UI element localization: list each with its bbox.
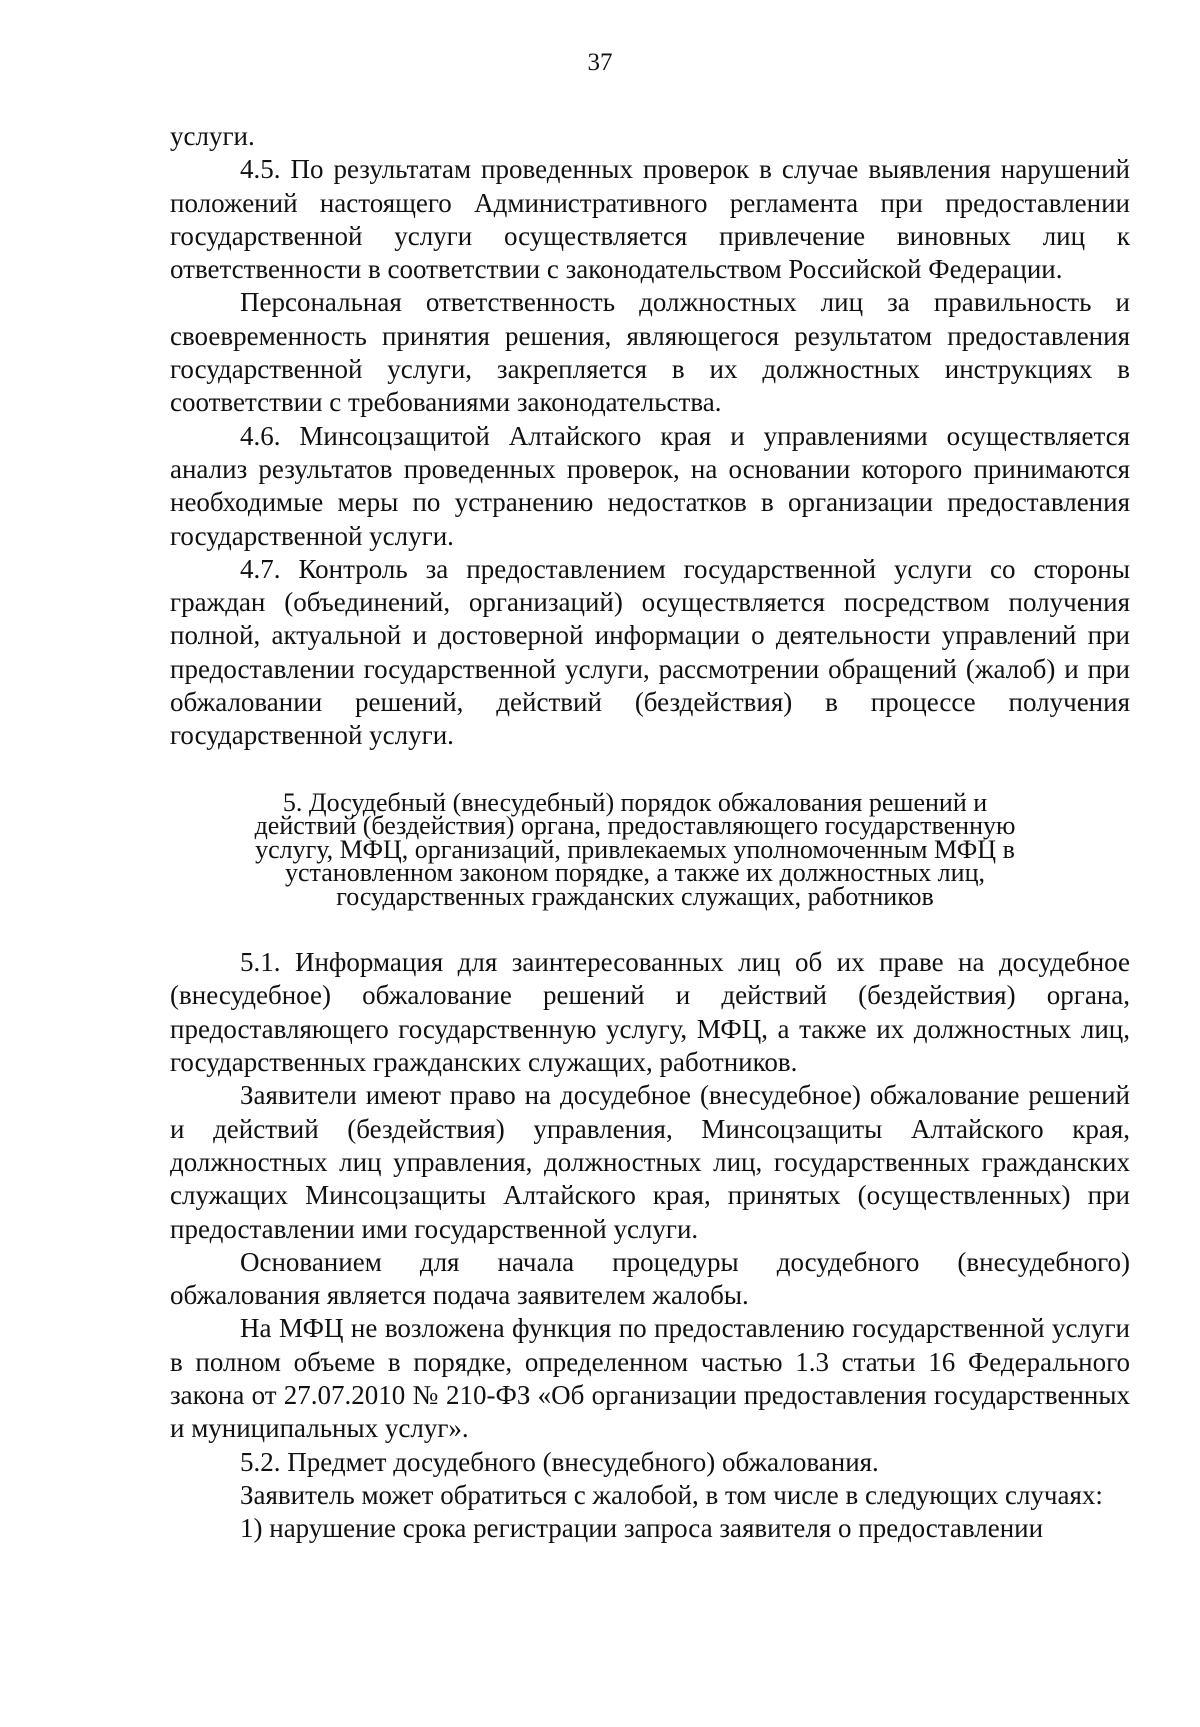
paragraph-personal-responsibility: Персональная ответственность должностных лиц за правильность и своевременность принятия решения, являющегося результатом предоставления государственной услуги, закрепляется в их должностных инструкциях в соответствии с требованиями законодательства. (170, 287, 1130, 418)
section-5-heading: 5. Досудебный (внесудебный) порядок обжалования решений и действий (бездействия) органа, предоставляющего государственную услугу, МФЦ, организаций, привлекаемых уполномоченным МФЦ в установленном законом порядке, а также их должностных лиц, государственных гражданских служащих, работников (254, 787, 1016, 911)
page-number: 37 (587, 49, 613, 76)
document-body (170, 120, 1130, 1545)
paragraph-4-6: 4.6. Минсоцзащитой Алтайского края и управлениями осуществляется анализ результатов проведенных проверок, на основании которого принимаются необходимые меры по устранению недостатков в организации предоставления государственной услуги. (170, 420, 1130, 551)
paragraph-5-1: 5.1. Информация для заинтересованных лиц об их праве на досудебное (внесудебное) обжалование решений и действий (бездействия) органа, предоставляющего государственную услугу, МФЦ, а также их должностных лиц, государственных гражданских служащих, работников. (170, 947, 1130, 1078)
paragraph-5-2: 5.2. Предмет досудебного (внесудебного) обжалования. (240, 1446, 879, 1477)
paragraph-4-5: 4.5. По результатам проведенных проверок в случае выявления нарушений положений настоящего Административного регламента при предоставлении государственной услуги осуществляется привлечение виновных лиц к ответственности в соответствии с законодательством Российской Федерации. (170, 154, 1130, 285)
paragraph-applicants-rights: Заявители имеют право на досудебное (внесудебное) обжалование решений и действий (бездействия) управления, Минсоцзащиты Алтайского края, должностных лиц управления, должностных лиц, государственных гражданских служащих Минсоцзащиты Алтайского края, принятых (осуществленных) при предоставлении ими государственной услуги. (170, 1080, 1130, 1244)
paragraph-mfc: На МФЦ не возложена функция по предоставлению государственной услуги в полном объеме в порядке, определенном частью 1.3 статьи 16 Федерального закона от 27.07.2010 № 210-ФЗ «Об организации предоставления государственных и муниципальных услуг». (170, 1313, 1130, 1444)
list-item-1: 1) нарушение срока регистрации запроса заявителя о предоставлении (240, 1513, 1044, 1544)
paragraph-continuation: услуги. (170, 121, 255, 151)
paragraph-cases-intro: Заявитель может обратиться с жалобой, в том числе в следующих случаях: (240, 1479, 1103, 1510)
paragraph-4-7: 4.7. Контроль за предоставлением государственной услуги со стороны граждан (объединений, организаций) осуществляется посредством получения полной, актуальной и достоверной информации о деятельности управлений при предоставлении государственной услуги, рассмотрении обращений (жалоб) и при обжаловании решений, действий (бездействия) в процессе получения государственной услуги. (170, 553, 1130, 751)
paragraph-grounds: Основанием для начала процедуры досудебного (внесудебного) обжалования является подача заявителем жалобы. (170, 1246, 1130, 1311)
